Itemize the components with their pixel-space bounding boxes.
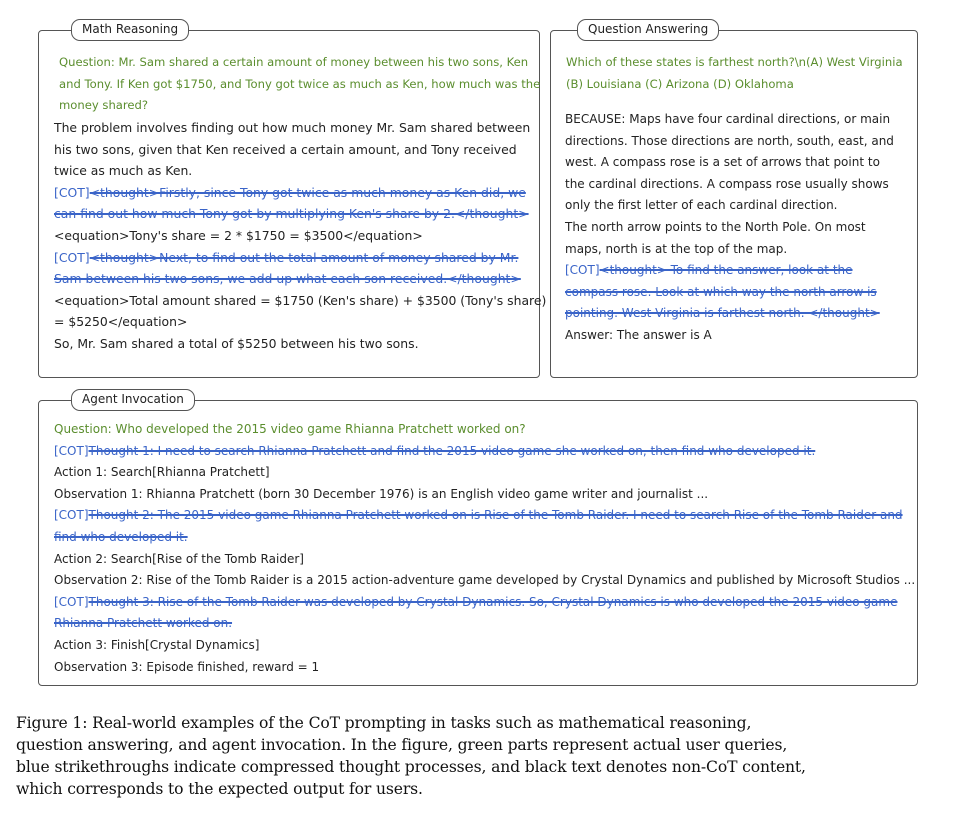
cot-tag: [COT] [54,184,90,200]
cot-thought: <thought>Next, to find out the total amount of money shared by Mr. [89,249,519,265]
question-answering-title: Question Answering [577,19,719,41]
agent-action-3: Action 3: Finish[Crystal Dynamics] [54,637,260,652]
agent-observation-2: Observation 2: Rise of the Tomb Raider is a 2015 action-adventure game developed by Crystal Dynamics and published by Microsoft Studios ... [54,573,916,588]
math-intro-line: his two sons, given that Ken received a certain amount, and Tony received [54,141,517,157]
math-question-line: money shared? [59,98,149,113]
qa-body [565,109,894,347]
qa-because-line: west. A compass rose is a set of arrows that point to [565,155,880,170]
math-cot-2 [54,247,546,269]
math-body [54,117,546,355]
qa-cot [565,260,894,282]
cot-tag: [COT] [54,249,90,265]
figure-caption [16,712,956,800]
qa-answer: Answer: The answer is A [565,327,712,342]
cot-tag: [COT] [54,443,89,458]
qa-cot-cont: pointing. West Virginia is farthest north. </thought> [565,306,880,321]
caption-line: which corresponds to the expected output for users. [16,780,423,798]
math-conclusion: So, Mr. Sam shared a total of $5250 between his two sons. [54,335,419,351]
cot-tag: [COT] [54,594,89,609]
cot-thought: <thought> To find the answer, look at the [599,263,853,278]
math-cot-2-cont: Sam between his two sons, we add up what each son received.</thought> [54,271,521,287]
agent-observation-1: Observation 1: Rhianna Pratchett (born 30 December 1976) is an English video game writer and journalist ... [54,486,709,501]
math-cot-1-cont: can find out how much Tony got by multiplying Ken's share by 2.</thought> [54,206,529,222]
math-cot-1 [54,182,546,204]
caption-line: Figure 1: Real-world examples of the CoT prompting in tasks such as mathematical reasoning, [16,714,752,732]
math-reasoning-panel [38,22,547,378]
qa-question-line: (B) Louisiana (C) Arizona (D) Oklahoma [566,76,794,91]
qa-cot-cont: compass rose. Look at which way the north arrow is [565,284,877,299]
agent-invocation-panel [38,392,918,686]
caption-line: question answering, and agent invocation. In the figure, green parts represent actual user queries, [16,736,788,754]
agent-invocation-title: Agent Invocation [71,389,195,411]
caption-line: blue strikethroughs indicate compressed thought processes, and black text denotes non-CoT content, [16,758,806,776]
agent-action-2: Action 2: Search[Rise of the Tomb Raider] [54,551,304,566]
cot-tag: [COT] [54,508,89,523]
math-question-line: and Tony. If Ken got $1750, and Tony got twice as much as Ken, how much was the [59,76,541,91]
agent-cot-3-cont: Rhianna Pratchett worked on. [54,616,233,631]
agent-cot-2-cont: find who developed it. [54,529,188,544]
math-equation-2-cont: = $5250</equation> [54,314,188,330]
qa-because-line: directions. Those directions are north, south, east, and [565,133,894,148]
cot-thought: Thought 1: I need to search Rhianna Pratchett and find the 2015 video game she worked on, then find who developed it. [88,443,816,458]
agent-action-1: Action 1: Search[Rhianna Pratchett] [54,465,270,480]
math-reasoning-title: Math Reasoning [71,19,189,41]
cot-tag: [COT] [565,263,600,278]
qa-question-line: Which of these states is farthest north?\n(A) West Virginia [566,55,903,69]
agent-cot-2 [54,505,915,527]
cot-thought: <thought>Firstly, since Tony got twice as much money as Ken did, we [89,184,526,200]
math-equation-2: <equation>Total amount shared = $1750 (Ken's share) + $3500 (Tony's share) [54,292,547,308]
question-answering-panel [550,22,918,378]
qa-because-line: The north arrow points to the North Pole. On most [565,219,866,234]
qa-because-line: only the first letter of each cardinal direction. [565,198,838,213]
math-intro-line: twice as much as Ken. [54,163,193,179]
agent-question: Question: Who developed the 2015 video game Rhianna Pratchett worked on? [54,422,526,436]
agent-observation-3: Observation 3: Episode finished, reward = 1 [54,659,320,674]
qa-because-line: maps, north is at the top of the map. [565,241,788,256]
math-equation-1: <equation>Tony's share = 2 * $1750 = $3500</equation> [54,227,423,243]
cot-thought: Thought 3: Rise of the Tomb Raider was developed by Crystal Dynamics. So, Crystal Dynamics is who developed the 2015 video game [88,594,898,609]
math-question-line: Question: Mr. Sam shared a certain amount of money between his two sons, Ken [59,55,529,69]
qa-because-line: the cardinal directions. A compass rose usually shows [565,176,889,191]
agent-body [54,419,915,678]
agent-cot-3 [54,592,915,614]
qa-question [566,52,903,95]
cot-thought: Thought 2: The 2015 video game Rhianna Pratchett worked on is Rise of the Tomb Raider. I need to search Rise of the Tomb Raider and [88,508,903,523]
math-intro-line: The problem involves finding out how much money Mr. Sam shared between [54,120,531,135]
agent-cot-1 [54,441,915,463]
math-content [59,52,540,117]
qa-because-line: BECAUSE: Maps have four cardinal directions, or main [565,112,891,126]
